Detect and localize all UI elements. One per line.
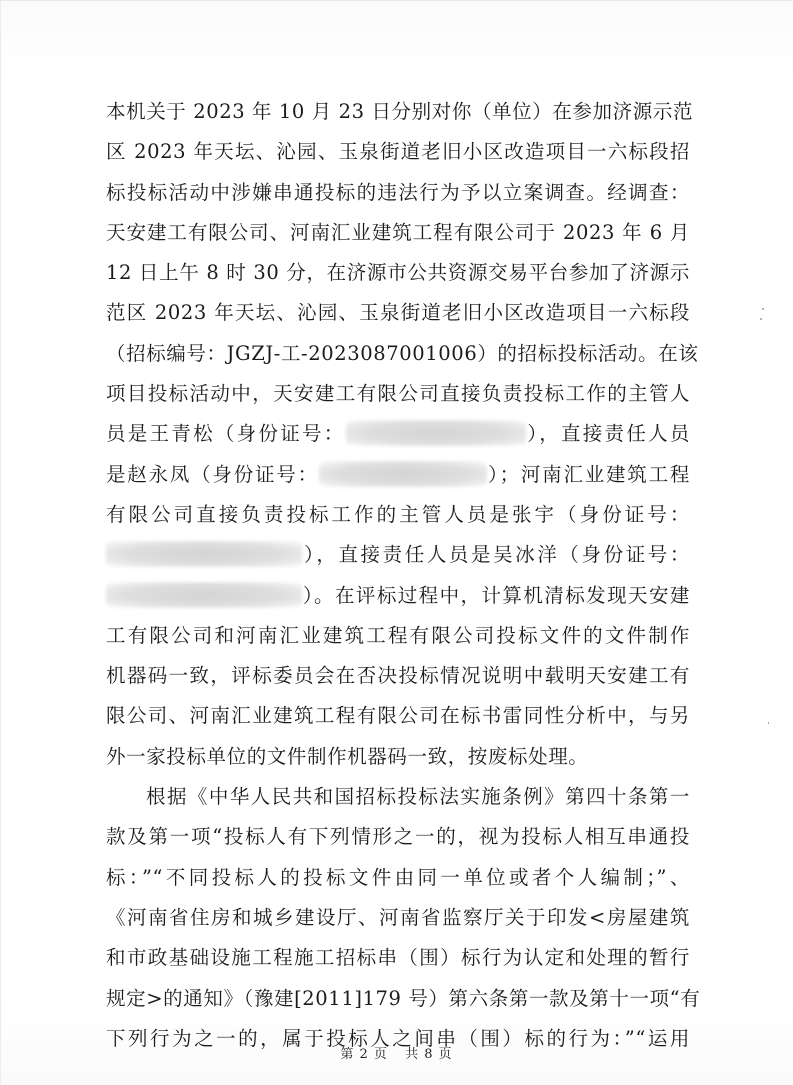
paragraph-start-line: 根据《中华人民共和国招标投标法实施条例》第四十条第一 <box>146 785 690 809</box>
text-segment: 员是王青松（身份证号： <box>106 422 346 446</box>
body-line-7: （招标编号：JGZJ-工-2023087001006）的招标投标活动。在该 <box>106 341 699 365</box>
text-segment: ）；河南汇业建筑工程 <box>486 462 690 486</box>
scan-speck <box>760 318 762 320</box>
body-line-6: 范区 2023 年天坛、沁园、玉泉街道老旧小区改造项目一六标段 <box>106 301 690 325</box>
text-segment: ），直接责任人员 <box>525 422 690 446</box>
redacted-id-number <box>106 541 302 567</box>
body-line-2: 区 2023 年天坛、沁园、玉泉街道老旧小区改造项目一六标段招 <box>106 140 690 164</box>
text-segment: ）。在评标过程中，计算机清标发现天安建 <box>302 583 690 607</box>
body-line-4: 天安建工有限公司、河南汇业建筑工程有限公司于 2023 年 6 月 <box>106 220 690 244</box>
body-line-11: 有限公司直接负责投标工作的主管人员是张宇（身份证号： <box>106 502 690 526</box>
body-line-1: 本机关于 2023 年 10 月 23 日分别对你（单位）在参加济源示范 <box>106 100 694 123</box>
body-line-8: 项目投标活动中，天安建工有限公司直接负责投标工作的主管人 <box>106 382 690 406</box>
redacted-id-number <box>319 461 487 487</box>
text-segment: 是赵永凤（身份证号： <box>106 462 319 486</box>
body-line-21: 《河南省住房和城乡建设厅、河南省监察厅关于印发<房屋建筑 <box>106 905 690 929</box>
body-line-9 <box>106 414 690 454</box>
redacted-id-number <box>346 420 526 446</box>
body-line-12 <box>106 535 690 575</box>
body-line-14: 工有限公司和河南汇业建筑工程有限公司投标文件的文件制作 <box>106 623 690 647</box>
scan-speck <box>768 722 769 724</box>
page-total: 共 8 页 <box>405 1047 453 1062</box>
document-body <box>106 92 701 1059</box>
body-line-17: 外一家投标单位的文件制作机器码一致，按废标处理。 <box>106 744 589 768</box>
body-line-15: 机器码一致，评标委员会在否决投标情况说明中载明天安建工有 <box>106 664 690 688</box>
body-line-13 <box>106 576 690 616</box>
body-line-5: 12 日上午 8 时 30 分，在济源市公共资源交易平台参加了济源示 <box>106 261 690 285</box>
body-line-10 <box>106 455 690 495</box>
scan-speck <box>762 308 764 310</box>
body-line-3: 标投标活动中涉嫌串通投标的违法行为予以立案调查。经调查： <box>106 180 690 204</box>
body-line-23: 规定>的通知》（豫建[2011]179 号）第六条第一款及第十一项“有 <box>106 986 701 1010</box>
body-line-16: 限公司、河南汇业建筑工程有限公司在标书雷同性分析中，与另 <box>106 704 690 728</box>
text-segment: ），直接责任人员是吴冰洋（身份证号： <box>302 543 690 567</box>
body-line-19: 款及第一项“投标人有下列情形之一的，视为投标人相互串通投 <box>106 825 690 849</box>
body-line-24: 下列行为之一的，属于投标人之间串（围）标的行为：”“运用 <box>106 1026 690 1050</box>
page-footer <box>0 1043 793 1062</box>
page-number: 第 2 页 <box>340 1047 388 1062</box>
body-line-22: 和市政基础设施工程施工招标串（围）标行为认定和处理的暂行 <box>106 946 690 970</box>
body-line-20: 标：”“不同投标人的投标文件由同一单位或者个人编制；”、 <box>106 865 690 889</box>
redacted-id-number <box>106 582 302 608</box>
